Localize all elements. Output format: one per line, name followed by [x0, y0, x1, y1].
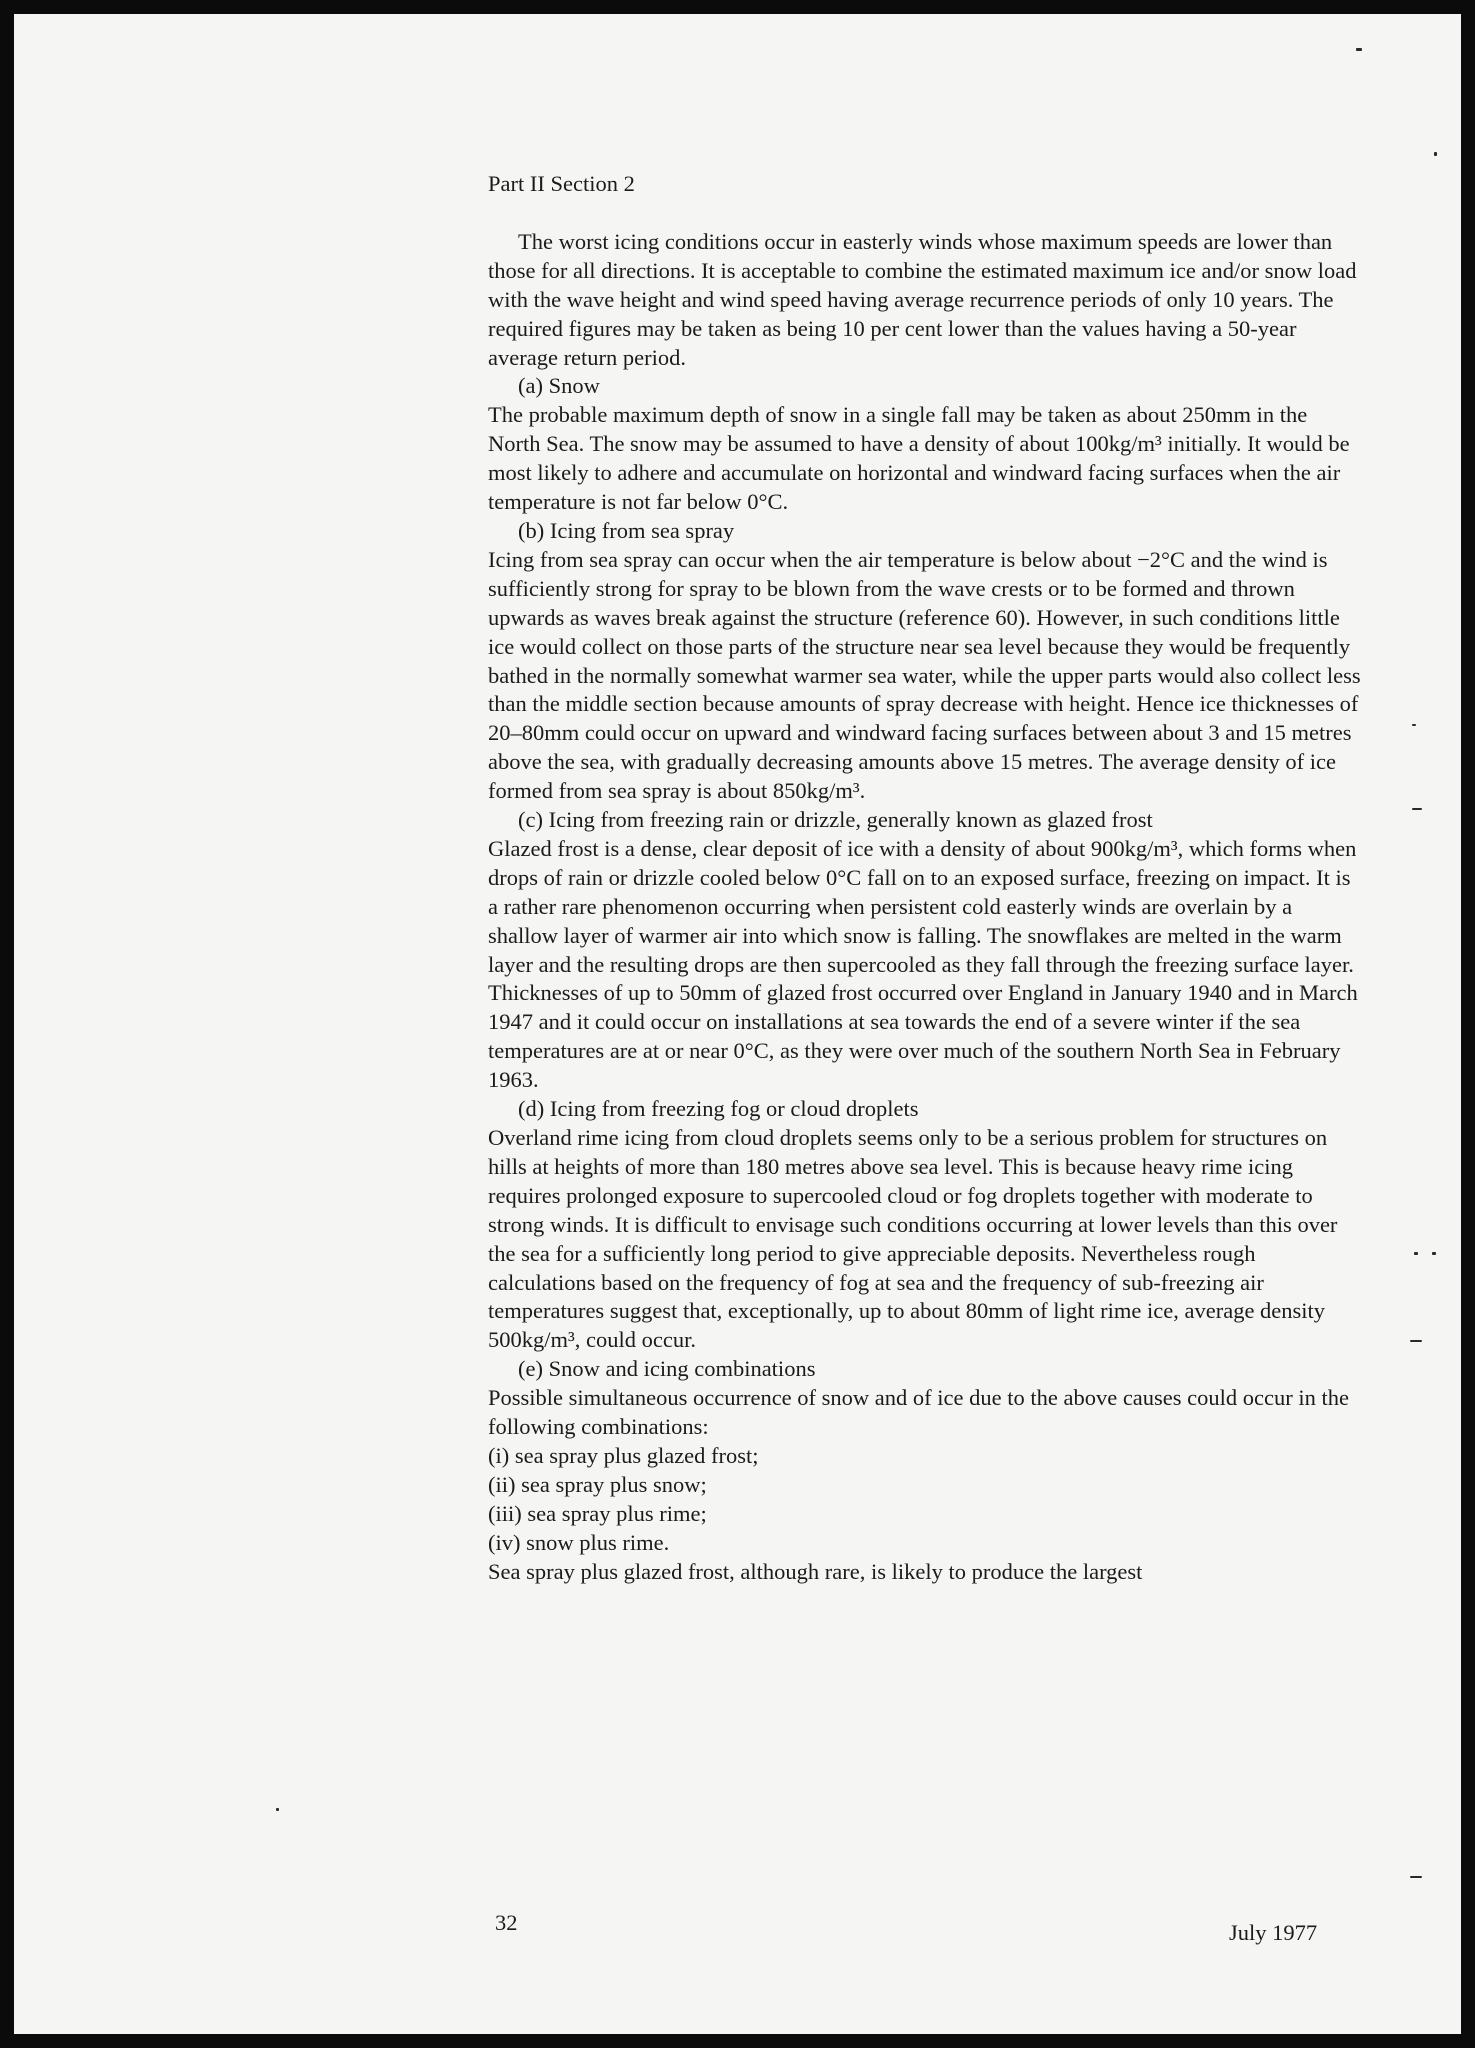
- scan-speck: [1414, 1252, 1418, 1255]
- subsection-heading-freezing-fog: (d) Icing from freezing fog or cloud droplets: [518, 1096, 919, 1122]
- list-item: (iii) sea spray plus rime;: [488, 1500, 707, 1526]
- subsection-text-glazed-frost: Glazed frost is a dense, clear deposit of ice with a density of about 900kg/m³, which forms when drops of rain or drizzle cooled below 0°C fall on to an exposed surface, freezing on impact. It is a rather rare phenomenon occurring when persistent cold easterly winds are overlain by a shallow layer of warmer air into which snow is falling. The snowflakes are melted in the warm layer and the resulting drops are then supercooled as they fall through the freezing surface layer. Thicknesses of up to 50mm of glazed frost occurred over England in January 1940 and in March 1947 and it could occur on installations at sea towards the end of a severe winter if the sea temperatures are at or near 0°C, as they were over much of the southern North Sea in February 1963.: [488, 835, 1358, 1093]
- list-item: (i) sea spray plus glazed frost;: [488, 1442, 759, 1468]
- scan-speck: [1356, 48, 1362, 51]
- subsection-heading-snow: (a) Snow: [518, 373, 600, 399]
- subsection-text-combinations: Possible simultaneous occurrence of snow and of ice due to the above causes could occur in the following combinations:: [488, 1385, 1349, 1440]
- list-item: (ii) sea spray plus snow;: [488, 1471, 707, 1497]
- scan-speck: [1410, 1876, 1422, 1878]
- scan-speck: [1412, 724, 1416, 726]
- subsection-heading-sea-spray: (b) Icing from sea spray: [518, 517, 735, 543]
- intro-paragraph: The worst icing conditions occur in easterly winds whose maximum speeds are lower than those for all directions. It is acceptable to combine the estimated maximum ice and/or snow load with the wave height and wind speed having average recurrence periods of only 10 years. The required figures may be taken as being 10 per cent lower than the values having a 50-year average return period.: [488, 228, 1357, 370]
- scan-speck: [1434, 152, 1437, 156]
- subsection-text-freezing-fog: Overland rime icing from cloud droplets seems only to be a serious problem for structures on hills at heights of more than 180 metres above sea level. This is because heavy rime icing requires prolonged exposure to supercooled cloud or fog droplets together with moderate to strong winds. It is difficult to envisage such conditions occurring at lower levels than this over the sea for a sufficiently long period to give appreciable deposits. Nevertheless rough calculations based on the frequency of fog at sea and the frequency of sub-freezing air temperatures suggest that, exceptionally, up to about 80mm of light rime ice, average density 500kg/m³, could occur.: [488, 1125, 1338, 1353]
- closing-line: Sea spray plus glazed frost, although rare, is likely to produce the largest: [488, 1558, 1143, 1584]
- subsection-heading-combinations: (e) Snow and icing combinations: [518, 1356, 816, 1382]
- scan-speck: [1432, 1252, 1436, 1255]
- scan-speck: [1412, 808, 1422, 810]
- scan-speck: [276, 1808, 279, 1811]
- subsection-text-sea-spray: Icing from sea spray can occur when the air temperature is below about −2°C and the wind is sufficiently strong for spray to be blown from the wave crests or to be formed and thrown upwards as waves break against the structure (reference 60). However, in such conditions little ice would collect on those parts of the structure near sea level because they would be frequently bathed in the normally somewhat warmer sea water, while the upper parts would also collect less than the middle section because amounts of spray decrease with height. Hence ice thicknesses of 20–80mm could occur on upward and windward facing surfaces between about 3 and 15 metres above the sea, with gradually decreasing amounts above 15 metres. The average density of ice formed from sea spray is about 850kg/m³.: [488, 546, 1361, 804]
- document-page: [14, 14, 1461, 2034]
- list-item: (iv) snow plus rime.: [488, 1529, 670, 1555]
- subsection-heading-glazed-frost: (c) Icing from freezing rain or drizzle, generally known as glazed frost: [518, 807, 1153, 833]
- page-number: 32: [495, 1910, 518, 1935]
- subsection-text-snow: The probable maximum depth of snow in a single fall may be taken as about 250mm in the North Sea. The snow may be assumed to have a density of about 100kg/m³ initially. It would be most likely to adhere and accumulate on horizontal and windward facing surfaces when the air temperature is not far below 0°C.: [488, 402, 1350, 515]
- text-column: [488, 170, 1364, 1587]
- section-header: Part II Section 2: [488, 171, 635, 196]
- footer-date: July 1977: [1229, 1920, 1318, 1945]
- scan-speck: [1410, 1340, 1422, 1342]
